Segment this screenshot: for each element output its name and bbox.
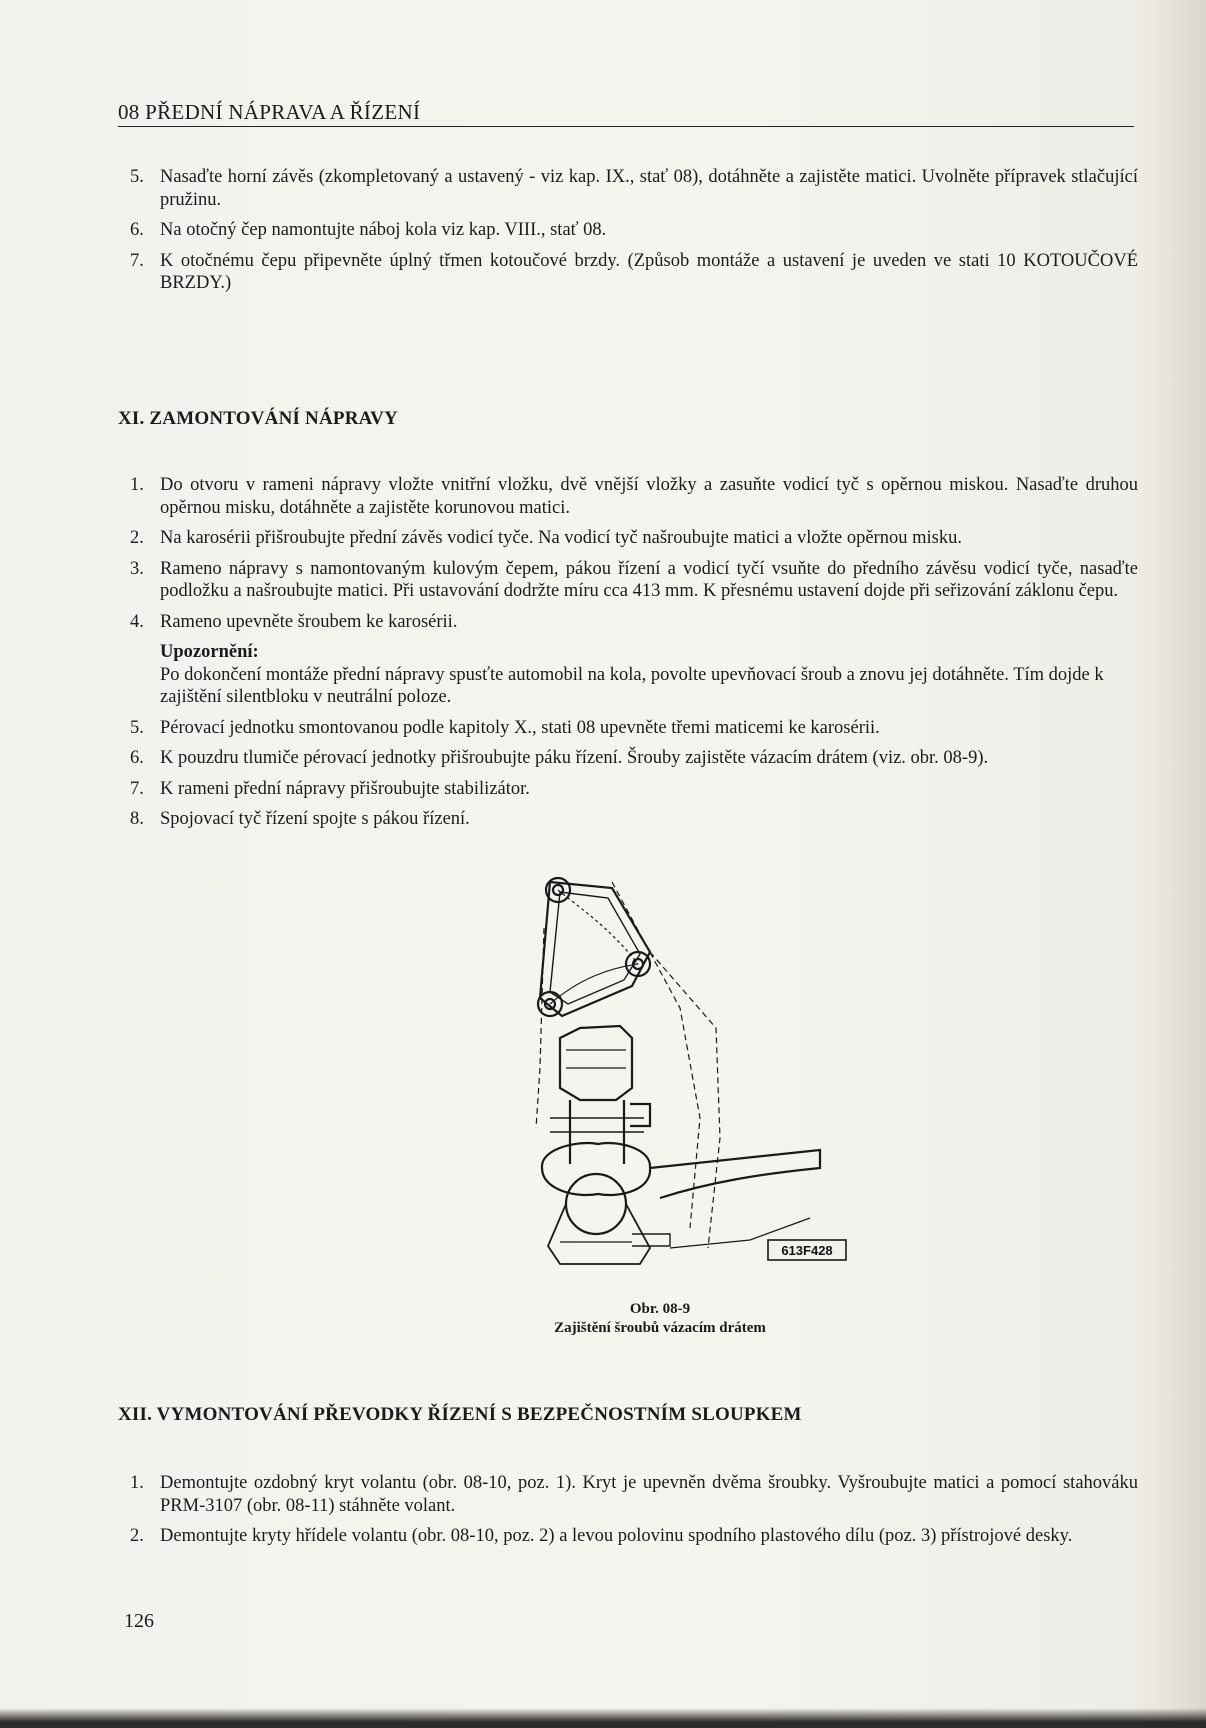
list-item: 2. Demontujte kryty hřídele volantu (obr. 08-10, poz. 2) a levou polovinu spodního plastového dílu (poz. 3) přístrojové desky. <box>130 1526 1073 1546</box>
scan-edge-shadow <box>0 1708 1206 1728</box>
list-item: 2. Na karosérii přišroubujte přední závěs vodicí tyče. Na vodicí tyč našroubujte matici a vložte opěrnou misku. <box>130 528 962 548</box>
section-xi-body <box>118 474 1138 839</box>
page-number: 126 <box>124 1610 154 1632</box>
list-item: 7. K otočnému čepu připevněte úplný třmen kotoučové brzdy. (Způsob montáže a ustavení je uveden ve stati 10 KOTOUČOVÉ BRZDY.) <box>130 250 1138 293</box>
list-item: 1. Do otvoru v rameni nápravy vložte vnitřní vložku, dvě vnější vložky a zasuňte vodicí tyč s opěrnou miskou. Nasaďte druhou opěrnou misku, dotáhněte a zajistěte korunovou matici. <box>130 475 1138 518</box>
list-item: 1. Demontujte ozdobný kryt volantu (obr. 08-10, poz. 1). Kryt je upevněn dvěma šroubky. Vyšroubujte matici a pomocí stahováku PRM-3107 (obr. 08-11) stáhněte volant. <box>130 1473 1138 1516</box>
notice-text: Po dokončení montáže přední nápravy spusťte automobil na kola, povolte upevňovací šroub a znovu jej dotáhněte. Tím dojde k zajištění silentbloku v neutrální poloze. <box>160 664 1104 707</box>
list-item: 6. Na otočný čep namontujte náboj kola viz kap. VIII., stať 08. <box>130 220 607 240</box>
section-title-xi: XI. ZAMONTOVÁNÍ NÁPRAVY <box>118 408 398 429</box>
figure-code: 613F428 <box>781 1243 833 1258</box>
section-xii-body <box>118 1472 1138 1556</box>
figure-steering-lever <box>520 868 880 1288</box>
top-step-list <box>118 166 1138 303</box>
list-item: 3. Rameno nápravy s namontovaným kulovým čepem, pákou řízení a vodicí tyčí vsuňte do předního závěsu vodicí tyče, nasaďte podložku a našroubujte matici. Při ustavování dodržte míru cca 413 mm. K přesnému ustavení dojde při seřizování záklonu čepu. <box>130 558 1138 601</box>
figure-number: Obr. 08-9 <box>629 1301 691 1317</box>
figure-caption <box>450 1300 870 1338</box>
header-rule <box>118 126 1134 127</box>
technical-drawing <box>520 868 880 1288</box>
list-item: 5. Nasaďte horní závěs (zkompletovaný a ustavený - viz kap. IX., stať 08), dotáhněte a zajistěte matici. Uvolněte přípravek stlačující pružinu. <box>130 167 1138 210</box>
list-item: 8. Spojovací tyč řízení spojte s pákou řízení. <box>130 809 470 829</box>
notice-block <box>118 641 1138 709</box>
list-item: 5. Pérovací jednotku smontovanou podle kapitoly X., stati 08 upevněte třemi maticemi ke karosérii. <box>130 717 880 738</box>
list-item: 4. Rameno upevněte šroubem ke karosérii. <box>130 611 458 632</box>
chapter-header: 08 PŘEDNÍ NÁPRAVA A ŘÍZENÍ <box>118 100 421 124</box>
list-item: 6. K pouzdru tlumiče pérovací jednotky přišroubujte páku řízení. Šrouby zajistěte vázacím drátem (viz. obr. 08-9). <box>130 748 989 768</box>
notice-title: Upozornění: <box>160 642 259 662</box>
section-title-xii: XII. VYMONTOVÁNÍ PŘEVODKY ŘÍZENÍ S BEZPEČNOSTNÍM SLOUPKEM <box>118 1404 802 1425</box>
figure-caption-text: Zajištění šroubů vázacím drátem <box>554 1320 766 1336</box>
list-item: 7. K rameni přední nápravy přišroubujte stabilizátor. <box>130 778 530 799</box>
